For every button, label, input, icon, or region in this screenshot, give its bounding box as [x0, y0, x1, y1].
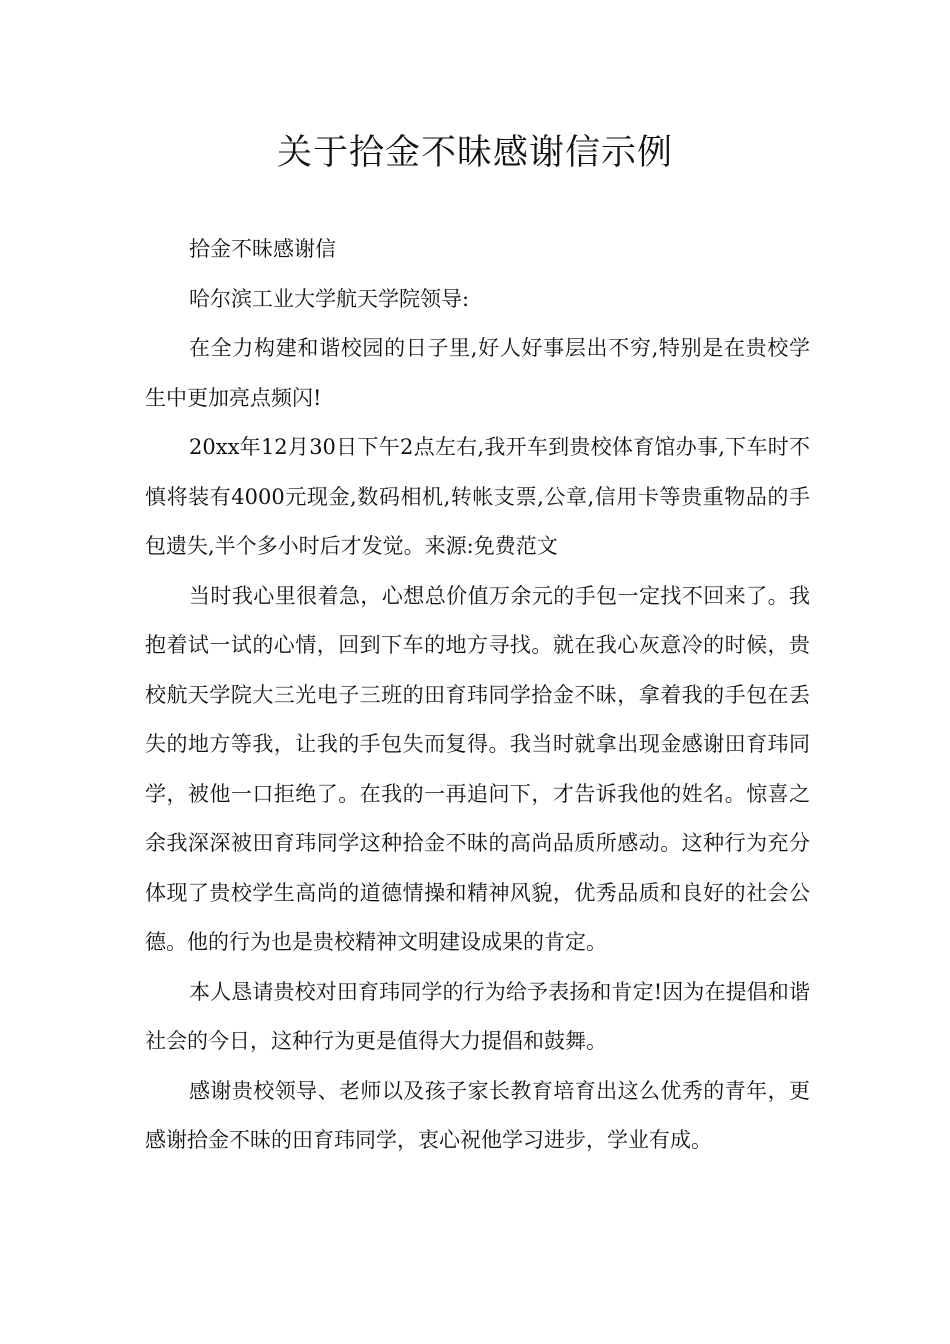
- letter-paragraph: 在全力构建和谐校园的日子里,好人好事层出不穷,特别是在贵校学生中更加亮点频闪!: [145, 336, 810, 410]
- letter-salutation: 哈尔滨工业大学航天学院领导:: [189, 286, 470, 311]
- document-title: 关于拾金不昧感谢信示例: [276, 133, 673, 173]
- letter-heading: 拾金不昧感谢信: [189, 237, 336, 261]
- letter-paragraph: 20xx年12月30日下午2点左右,我开车到贵校体育馆办事,下车时不慎将装有4000元现金,数码相机,转帐支票,公章,信用卡等贵重物品的手包遗失,半个多小时后才发觉。来源:免费范文: [145, 435, 810, 558]
- letter-body: [145, 225, 810, 1166]
- letter-paragraph: 当时我心里很着急，心想总价值万余元的手包一定找不回来了。我抱着试一试的心情，回到下车的地方寻找。就在我心灰意冷的时候，贵校航天学院大三光电子三班的田育玮同学拾金不昧，拿着我的手包在丢失的地方等我，让我的手包失而复得。我当时就拿出现金感谢田育玮同学，被他一口拒绝了。在我的一再追问下，才告诉我他的姓名。惊喜之余我深深被田育玮同学这种拾金不昧的高尚品质所感动。这种行为充分体现了贵校学生高尚的道德情操和精神风貌，优秀品质和良好的社会公德。他的行为也是贵校精神文明建设成果的肯定。: [145, 583, 810, 954]
- letter-paragraph: 本人恳请贵校对田育玮同学的行为给予表扬和肯定!因为在提倡和谐社会的今日，这种行为更是值得大力提倡和鼓舞。: [145, 979, 810, 1053]
- letter-paragraph: 感谢贵校领导、老师以及孩子家长教育培育出这么优秀的青年，更感谢拾金不昧的田育玮同学，衷心祝他学习进步，学业有成。: [145, 1078, 810, 1152]
